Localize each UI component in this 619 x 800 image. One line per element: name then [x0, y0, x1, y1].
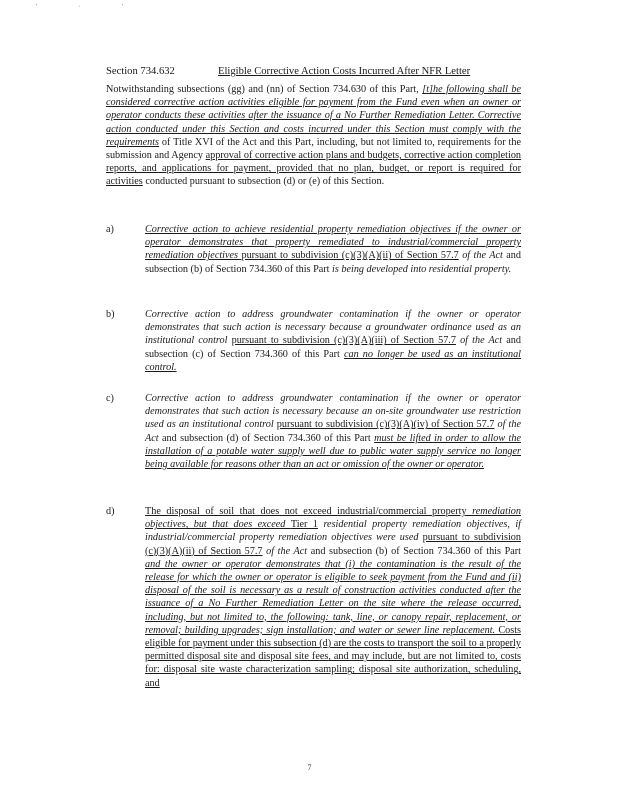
- intro-paragraph: [106, 83, 521, 189]
- page-number: 7: [307, 763, 312, 772]
- subsection-d-text-12: , and may include, but are not limited to, costs for: disposal site waste characterization sampling; disposal site authorization, scheduling, and: [145, 651, 522, 689]
- subsection-d-text-8: and subsection (b) of Section 734.360 of this Part: [307, 545, 521, 557]
- subsection-a-text-5: is being developed into residential property.: [332, 263, 512, 275]
- subsection-c-text: [145, 392, 521, 471]
- subsection-d-text-2: industrial/commercial property: [337, 506, 467, 517]
- subsection-b-text: [145, 308, 521, 374]
- subsection-c-text-1: Corrective action to address groundwater contamination if the owner or operator demonstrates that such action is necessary because an on-site groundwater use restriction used as an institutional control: [145, 393, 521, 431]
- subsection-d-text-7: of the Act: [262, 545, 308, 557]
- subsection-c-text-3: of the Act: [145, 419, 521, 444]
- subsection-b-text-5: can no longer be used as an institutional control.: [145, 348, 521, 373]
- subsection-d-label: d): [106, 506, 115, 517]
- subsection-d-text-4: Tier 1: [290, 519, 318, 531]
- intro-text-5: , provided that no plan, budget, or report is required for activities: [106, 163, 522, 188]
- section-number: Section 734.632: [106, 66, 175, 77]
- subsection-c-label: c): [106, 393, 114, 404]
- section-title: Eligible Corrective Action Costs Incurred After NFR Letter: [218, 66, 471, 77]
- subsection-b-text-2: pursuant to subdivision (c)(3)(A)(iii) of Section 57.7: [231, 335, 456, 347]
- intro-text-6: conducted pursuant to subsection (d) or (e) of this Section.: [142, 176, 385, 188]
- intro-text-3: of Title XVI of the Act and this Part, including, but not limited to, requirements for the submission and Agency: [106, 136, 521, 162]
- subsection-d-text-1: The disposal of soil that does not exceed: [145, 506, 338, 517]
- subsection-c-text-2: pursuant to subdivision (c)(3)(A)(iv) of Section 57.7: [276, 419, 495, 431]
- subsection-d-text-5: residential property remediation objectives, if industrial/commercial property remediation objectives were used: [145, 519, 521, 544]
- subsection-b-text-1: Corrective action to address groundwater contamination if the owner or operator demonstrates that such action is necessary because a groundwater ordinance used as an institutional control: [145, 309, 521, 347]
- subsection-d-text-11: permitted disposal site and disposal site fees: [145, 651, 329, 663]
- subsection-d-text: [145, 505, 521, 690]
- scan-marks: ' · ': [36, 4, 144, 10]
- subsection-a-label: a): [106, 224, 114, 235]
- intro-text-1: Notwithstanding subsections (gg) and (nn) of Section 734.630 of this Part,: [106, 84, 423, 95]
- subsection-d-text-10: Costs eligible for payment under this subsection (d) are the costs to transport the soil to a properly: [145, 624, 521, 650]
- subsection-b-text-4: and subsection (c) of Section 734.360 of this Part: [145, 335, 521, 360]
- subsection-a-text-4: and subsection (b) of Section 734.360 of this Part: [145, 250, 521, 275]
- subsection-a-text-3: of the Act: [458, 250, 503, 262]
- subsection-a-text-1: Corrective action to achieve residential property remediation objectives if the owner or operator demonstrates that property remediated to industrial/commercial property remediation objectives: [145, 224, 521, 262]
- subsection-d-text-9: and the owner or operator demonstrates that (i) the contamination is the result of the release for which the owner or operator is eligible to seek payment from the Fund and (ii) disposal of the soil is necessary as a result of construction activities conducted after the issuance of a No Further Remediation Letter on the site where the release occurred, including, but not limited to, the following: tank, line, or canopy repair, replacement, or removal; building upgrades; sign installation; and water or sewer line replacement.: [145, 558, 521, 636]
- intro-text-2: [t]he following shall be considered corrective action activities eligible for payment from the Fund even when an owner or operator conducts these activities after the issuance of a No Further Remediation Letter. Corrective action conducted under this Section and costs incurred under this Section must comply with the requirements: [106, 84, 522, 148]
- intro-text-4: approval of corrective action plans and budgets, corrective action completion reports, and applications for payment: [106, 150, 522, 175]
- subsection-d-text-3: remediation objectives, but that does exceed: [145, 506, 521, 531]
- subsection-a-text-2: pursuant to subdivision (c)(3)(A)(ii) of Section 57.7: [241, 250, 459, 262]
- subsection-c-text-4: and subsection (d) of Section 734.360 of this Part: [158, 432, 375, 444]
- subsection-c-text-5: must be lifted in order to allow the installation of a potable water supply well due to public water supply service no longer being available for reasons other than an act or omission of the owner or operator.: [145, 432, 521, 471]
- subsection-b-label: b): [106, 309, 115, 320]
- section-heading: [106, 65, 526, 78]
- subsection-a-text: [145, 223, 521, 276]
- subsection-b-text-3: of the Act: [455, 335, 503, 347]
- subsection-d-text-6: pursuant to subdivision (c)(3)(A)(ii) of Section 57.7: [145, 532, 521, 557]
